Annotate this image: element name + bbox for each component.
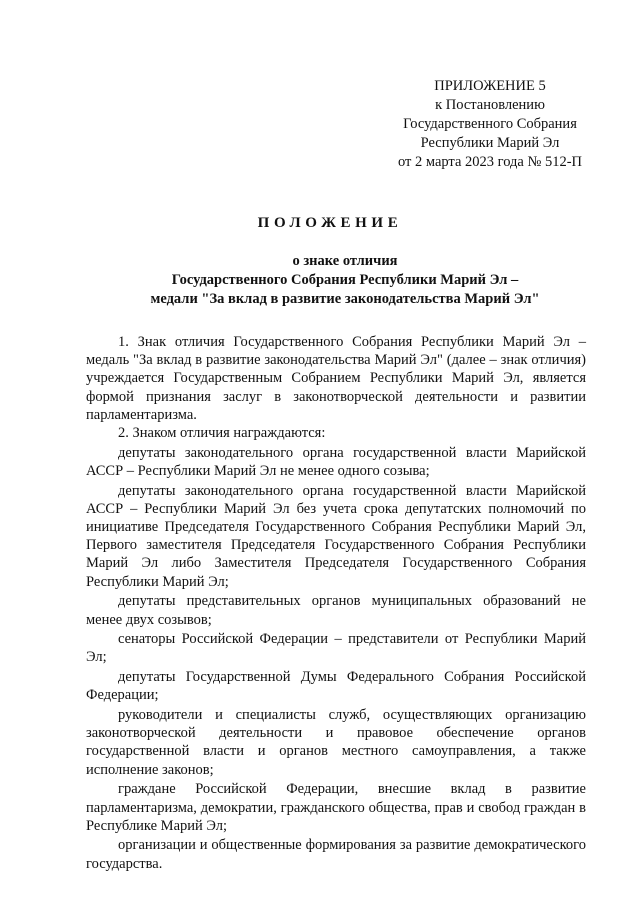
list-item: граждане Российской Федерации, внесшие вклад в развитие парламентаризма, демократии, гражданского общества, прав и свобод граждан в Республике Марий Эл; [86,781,586,834]
document-body [86,333,586,873]
list-item: организации и общественные формирования за развитие демократического государства. [86,837,586,872]
appendix-ref-line: Республики Марий Эл [420,135,560,151]
subtitle-line: медали "За вклад в развитие законодательства Марий Эл" [150,291,540,307]
list-item: депутаты законодательного органа государственной власти Марийской АССР – Республики Марий Эл без учета срока депутатских полномочий по инициативе Председателя Государственного Собрания Республики Марий Эл, Первого заместителя Председателя Государственного Собрания Республики Марий Эл либо Заместителя Председателя Государственного Собрания Республики Марий Эл; [86,482,586,590]
document-subtitle [0,252,640,309]
list-item: депутаты Государственной Думы Федерального Собрания Российской Федерации; [86,669,586,704]
appendix-date-number: от 2 марта 2023 года № 512-П [397,154,583,170]
list-item: сенаторы Российской Федерации – представители от Республики Марий Эл; [86,631,586,666]
appendix-header [380,77,600,172]
list-item: руководители и специалисты служб, осуществляющих организацию законотворческой деятельности и правовое обеспечение органов государственной власти и органов местного самоуправления, а также исполнение законов; [86,707,586,778]
appendix-number: ПРИЛОЖЕНИЕ 5 [434,78,546,94]
list-item: депутаты законодательного органа государственной власти Марийской АССР – Республики Марий Эл не менее одного созыва; [86,444,586,479]
paragraph-clause-1: 1. Знак отличия Государственного Собрания Республики Марий Эл – медаль "За вклад в развитие законодательства Марий Эл" (далее – знак отличия) учреждается Государственным Собранием Республики Марий Эл, является формой признания заслуг в законотворческой деятельности и развитии парламентаризма. [86,334,586,423]
appendix-ref-line: Государственного Собрания [403,116,577,132]
list-item: депутаты представительных органов муниципальных образований не менее двух созывов; [86,593,586,628]
subtitle-line: о знаке отличия [292,253,398,269]
paragraph-clause-2: 2. Знаком отличия награждаются: [118,425,326,442]
document-title: ПОЛОЖЕНИЕ [257,215,403,231]
appendix-ref-line: к Постановлению [435,97,545,113]
subtitle-line: Государственного Собрания Республики Марий Эл – [171,272,519,288]
